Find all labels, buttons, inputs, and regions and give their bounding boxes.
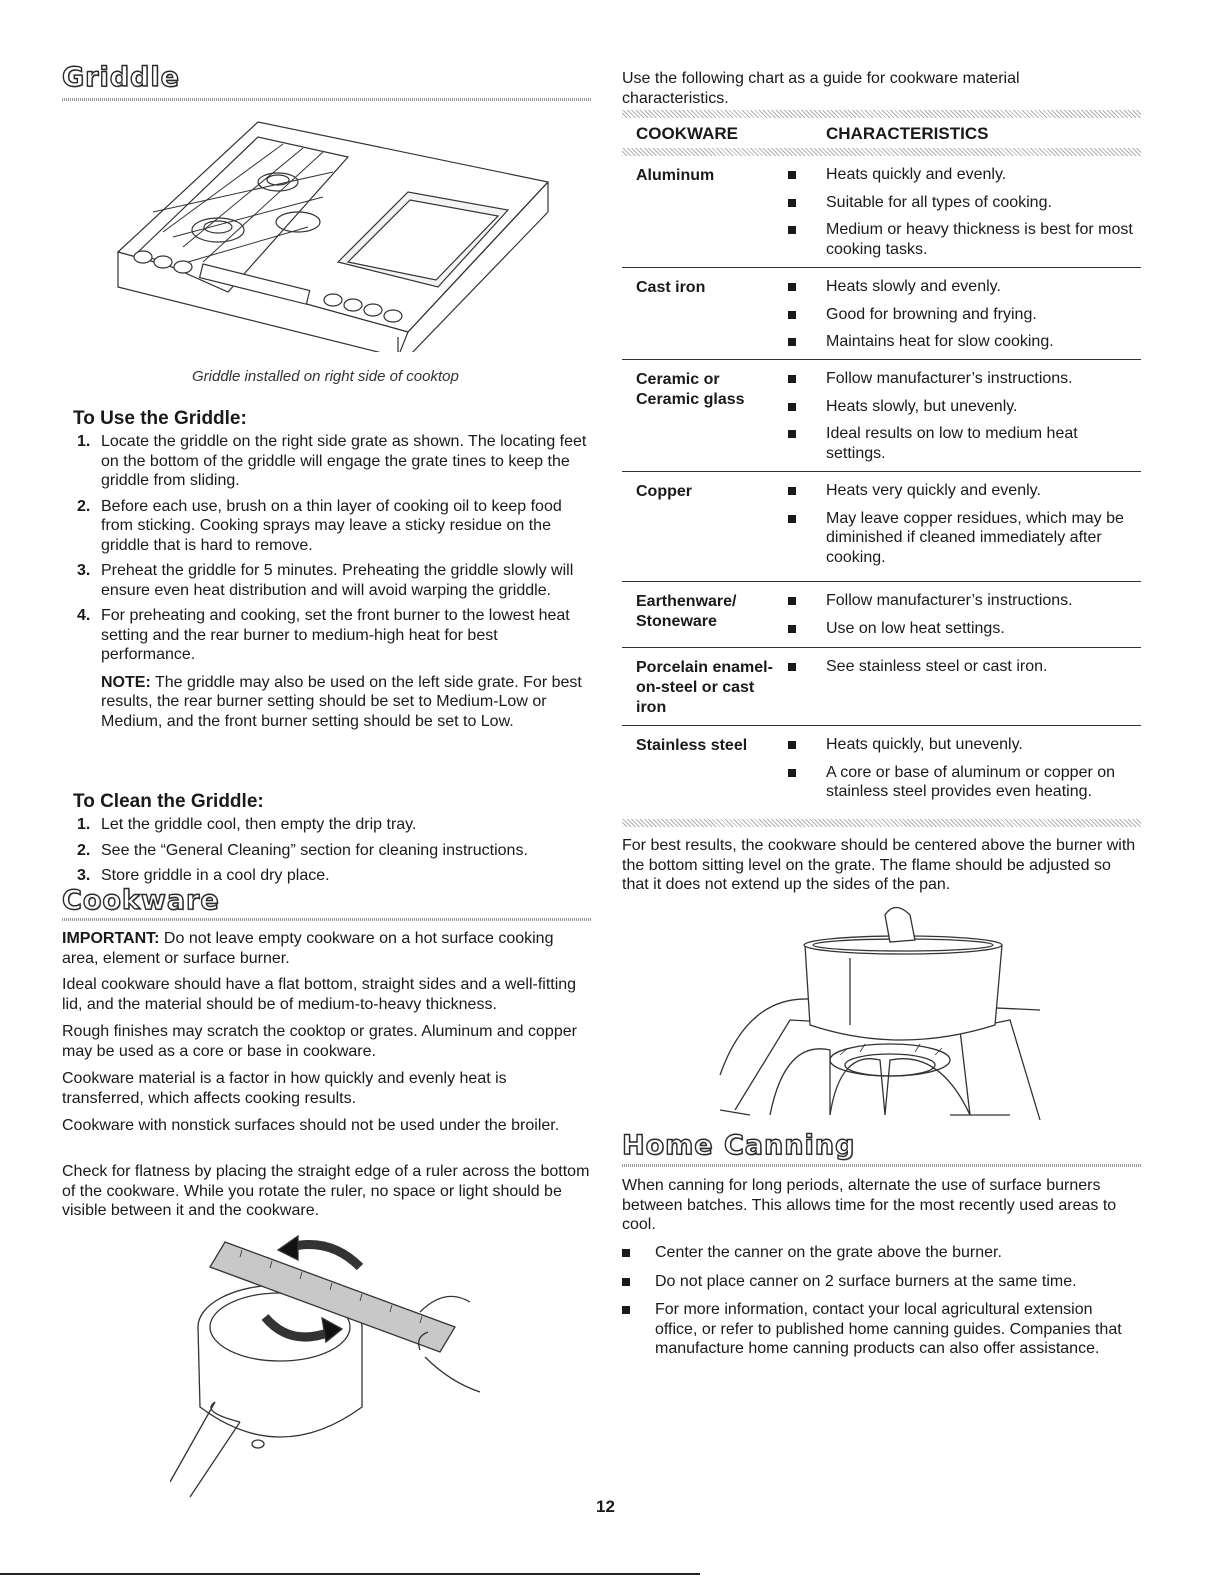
list-item: Good for browning and frying.: [826, 305, 1141, 325]
note-label: NOTE:: [101, 673, 151, 691]
col-characteristics: CHARACTERISTICS: [826, 124, 989, 143]
cookware-paragraph: Ideal cookware should have a flat bottom, straight sides and a well-fitting lid, and the material should be of medium-to-heavy thickness.: [62, 976, 577, 1013]
cookware-paragraph: Cookware material is a factor in how quickly and evenly heat is transferred, which affects cooking results.: [62, 1070, 507, 1107]
bullet-icon: [788, 769, 796, 777]
bullet-icon: [788, 403, 796, 411]
cookware-paragraph: Rough finishes may scratch the cooktop or grates. Aluminum and copper may be used as a core or base in cookware.: [62, 1023, 577, 1060]
cookware-paragraph: Check for flatness by placing the straight edge of a ruler across the bottom of the cookware. While you rotate the ruler, no space or light should be visible between it and the cookware.: [62, 1163, 590, 1219]
list-item: Heats quickly and evenly.: [826, 165, 1141, 185]
chart-intro: Use the following chart as a guide for cookware material characteristics.: [622, 70, 1020, 107]
chart-bottom-rule: [622, 819, 1141, 827]
material-name: Porcelain enamel-on-steel or cast iron: [636, 659, 773, 716]
table-row: [622, 472, 1141, 582]
list-item: Center the canner on the grate above the burner.: [622, 1243, 1137, 1263]
griddle-caption: Griddle installed on right side of cooktop: [192, 368, 459, 385]
col-cookware: COOKWARE: [636, 124, 738, 143]
griddle-section-title: Griddle: [62, 62, 180, 93]
list-item: Use on low heat settings.: [826, 619, 1141, 639]
important-paragraph: IMPORTANT: Do not leave empty cookware on a hot surface cooking area, element or surface burner.: [62, 930, 554, 967]
cookware-chart: [622, 118, 1141, 827]
clean-griddle-heading: To Clean the Griddle:: [73, 791, 264, 812]
bullet-icon: [788, 625, 796, 633]
table-row: [622, 360, 1141, 472]
canner-on-grate-illustration: [710, 900, 1050, 1130]
bottom-rule: [0, 1573, 700, 1575]
bullet-icon: [622, 1249, 630, 1257]
list-item: For more information, contact your local agricultural extension office, or refer to published home canning guides. Companies that manufacture home canning products can also offer assistance.: [622, 1300, 1137, 1359]
note-text: The griddle may also be used on the left side grate. For best results, the rear burner setting should be set to Medium-Low or Medium, and the front burner setting should be set to Low.: [101, 673, 582, 730]
table-row: [622, 156, 1141, 268]
list-item: Heats very quickly and evenly.: [826, 481, 1141, 501]
canning-section-title: Home Canning: [622, 1130, 856, 1161]
cookware-section-title: Cookware: [62, 885, 220, 916]
centering-paragraph: For best results, the cookware should be centered above the burner with the bottom sitting level on the grate. The flame should be adjusted so that it does not extend up the sides of the pan.: [622, 837, 1136, 893]
canning-intro: When canning for long periods, alternate the use of surface burners between batches. This allows time for the most recently used areas to cool.: [622, 1177, 1117, 1233]
bullet-icon: [788, 741, 796, 749]
list-item: Heats slowly and evenly.: [826, 277, 1141, 297]
bullet-icon: [788, 283, 796, 291]
canning-bullets: [622, 1243, 1137, 1368]
bullet-icon: [788, 487, 796, 495]
cookware-paragraph: Cookware with nonstick surfaces should not be used under the broiler.: [62, 1117, 560, 1134]
list-item: Suitable for all types of cooking.: [826, 193, 1141, 213]
list-item: See stainless steel or cast iron.: [826, 657, 1141, 677]
clean-griddle-steps: [73, 815, 593, 892]
griddle-note: [101, 673, 593, 732]
list-item: Maintains heat for slow cooking.: [826, 332, 1141, 352]
canning-title-rule: [622, 1164, 1142, 1167]
cookware-title-rule: [62, 918, 592, 921]
material-name: Stainless steel: [636, 737, 748, 754]
material-name: Ceramic or Ceramic glass: [636, 371, 745, 408]
bullet-icon: [788, 226, 796, 234]
bullet-icon: [622, 1306, 630, 1314]
list-item: 1. Let the griddle cool, then empty the drip tray.: [77, 816, 417, 833]
list-item: Follow manufacturer’s instructions.: [826, 369, 1141, 389]
list-item: 2. See the “General Cleaning” section for cleaning instructions.: [77, 841, 528, 859]
table-row: [622, 268, 1141, 360]
bullet-icon: [788, 311, 796, 319]
list-item: Ideal results on low to medium heat settings.: [826, 424, 1141, 463]
list-item: May leave copper residues, which may be diminished if cleaned immediately after cooking.: [826, 509, 1141, 568]
list-item: Medium or heavy thickness is best for most cooking tasks.: [826, 220, 1141, 259]
list-item: Heats slowly, but unevenly.: [826, 397, 1141, 417]
use-griddle-steps: [73, 432, 593, 737]
bullet-icon: [788, 430, 796, 438]
list-item: Follow manufacturer’s instructions.: [826, 591, 1141, 611]
bullet-icon: [788, 199, 796, 207]
material-name: Aluminum: [636, 167, 715, 184]
table-row: [622, 582, 1141, 648]
list-item: 4. For preheating and cooking, set the front burner to the lowest heat setting and the rear burner to medium-high heat for best performance. NOTE: The griddle may also be used on the left side grate. For best results, the rear burner setting should be set to Medium-Low or Medium, and the front burner setting should be set to Low.: [73, 606, 593, 731]
chart-header-rule: [622, 148, 1141, 156]
list-item: A core or base of aluminum or copper on stainless steel provides even heating.: [826, 763, 1141, 802]
bullet-icon: [788, 515, 796, 523]
griddle-title-rule: [62, 98, 592, 101]
list-item: Heats quickly, but unevenly.: [826, 735, 1141, 755]
chart-top-rule: [622, 110, 1141, 118]
list-item: 2. Before each use, brush on a thin layer of cooking oil to keep food from sticking. Cooking sprays may leave a sticky residue on the griddle that is hard to remove.: [77, 497, 562, 554]
material-name: Earthenware/ Stoneware: [636, 593, 737, 630]
table-row: [622, 648, 1141, 726]
chart-header: [622, 118, 1141, 148]
list-item: Do not place canner on 2 surface burners at the same time.: [622, 1272, 1137, 1292]
list-item: 3. Preheat the griddle for 5 minutes. Preheating the griddle slowly will ensure even heat distribution and will avoid warping the griddle.: [77, 562, 574, 599]
important-label: IMPORTANT:: [62, 930, 160, 947]
list-item: 3. Store griddle in a cool dry place.: [77, 867, 330, 884]
bullet-icon: [622, 1278, 630, 1286]
bullet-icon: [788, 375, 796, 383]
pan-ruler-illustration: [170, 1232, 510, 1502]
bullet-icon: [788, 338, 796, 346]
bullet-icon: [788, 663, 796, 671]
bullet-icon: [788, 597, 796, 605]
griddle-cooktop-illustration: [108, 112, 568, 352]
list-item: 1. Locate the griddle on the right side grate as shown. The locating feet on the bottom of the griddle will engage the grate tines to keep the griddle from sliding.: [77, 433, 587, 489]
bullet-icon: [788, 171, 796, 179]
page-number: 12: [596, 1497, 615, 1516]
material-name: Cast iron: [636, 279, 706, 296]
table-row: [622, 726, 1141, 819]
use-griddle-heading: To Use the Griddle:: [73, 408, 247, 429]
material-name: Copper: [636, 483, 692, 500]
